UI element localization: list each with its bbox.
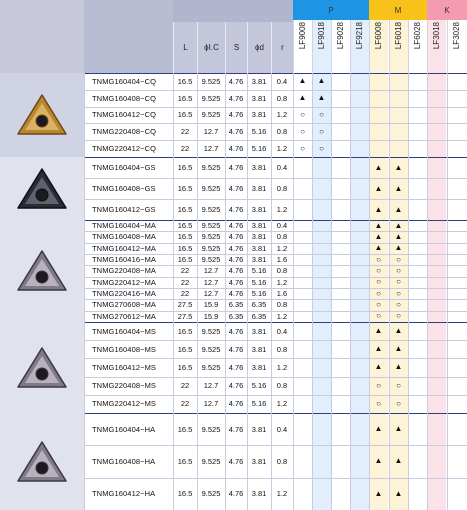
dimension-ic: 12.7 bbox=[203, 277, 219, 287]
dimension-s: 4.76 bbox=[228, 399, 244, 409]
column-divider bbox=[293, 73, 294, 510]
recommended-mark: ▲ bbox=[374, 362, 383, 372]
group-M-header: M bbox=[369, 0, 427, 20]
available-mark: ○ bbox=[396, 254, 401, 264]
dimension-r: 0.8 bbox=[276, 456, 288, 466]
column-divider bbox=[271, 73, 272, 510]
dimension-ic: 9.525 bbox=[201, 424, 221, 434]
dimension-l: 22 bbox=[180, 277, 190, 287]
available-mark: ○ bbox=[376, 311, 381, 321]
dimension-r: 0.4 bbox=[276, 76, 288, 86]
dimension-s: 4.76 bbox=[228, 456, 244, 466]
column-divider bbox=[197, 73, 198, 510]
gold-triangular-insert-icon bbox=[16, 92, 68, 140]
dimension-r: 0.4 bbox=[276, 326, 288, 336]
insert-code: TNMG220412−CQ bbox=[92, 144, 157, 154]
recommended-mark: ▲ bbox=[394, 231, 403, 241]
recommended-mark: ▲ bbox=[394, 220, 403, 230]
recommended-mark: ▲ bbox=[394, 362, 403, 372]
dimension-ic: 9.525 bbox=[201, 344, 221, 354]
table-row bbox=[84, 358, 467, 376]
grey-triangular-insert-icon bbox=[16, 345, 68, 393]
insert-code: TNMG160412−GS bbox=[92, 205, 156, 214]
dimension-d: 3.81 bbox=[251, 110, 267, 120]
dimension-d: 3.81 bbox=[251, 232, 267, 242]
insert-code: TNMG220408−MA bbox=[92, 266, 157, 276]
recommended-mark: ▲ bbox=[298, 76, 307, 86]
dimension-l: 16.5 bbox=[177, 205, 193, 214]
dimension-ic: 12.7 bbox=[203, 266, 219, 276]
row-divider bbox=[84, 107, 467, 108]
recommended-mark: ▲ bbox=[374, 344, 383, 354]
header-L: L bbox=[173, 22, 197, 73]
dimension-r: 0.8 bbox=[276, 381, 288, 391]
row-divider bbox=[84, 265, 467, 266]
dimension-d: 3.81 bbox=[251, 184, 267, 193]
header-ic: ϕI.C bbox=[197, 22, 225, 73]
grade-label: LF6008 bbox=[374, 22, 383, 50]
dimension-s: 4.76 bbox=[228, 127, 244, 137]
available-mark: ○ bbox=[300, 126, 305, 136]
available-mark: ○ bbox=[319, 143, 324, 153]
recommended-mark: ▲ bbox=[374, 424, 383, 434]
dimension-s: 4.76 bbox=[228, 243, 244, 253]
dimension-s: 4.76 bbox=[228, 232, 244, 242]
column-divider bbox=[408, 73, 409, 510]
dimension-l: 16.5 bbox=[177, 424, 193, 434]
dimension-s: 4.76 bbox=[228, 344, 244, 354]
insert-code: TNMG160408−MS bbox=[92, 344, 157, 354]
recommended-mark: ▲ bbox=[317, 76, 326, 86]
available-mark: ○ bbox=[376, 380, 381, 390]
recommended-mark: ▲ bbox=[394, 424, 403, 434]
dimension-d: 3.81 bbox=[251, 362, 267, 372]
available-mark: ○ bbox=[376, 277, 381, 287]
dimension-s: 4.76 bbox=[228, 424, 244, 434]
dimension-r: 1.2 bbox=[276, 110, 288, 120]
recommended-mark: ▲ bbox=[394, 488, 403, 498]
table-row bbox=[84, 123, 467, 140]
table-row bbox=[84, 478, 467, 510]
row-divider bbox=[84, 140, 467, 141]
dimension-s: 4.76 bbox=[228, 362, 244, 372]
column-divider bbox=[447, 73, 448, 510]
recommended-mark: ▲ bbox=[394, 344, 403, 354]
available-mark: ○ bbox=[396, 299, 401, 309]
dimension-ic: 9.525 bbox=[201, 232, 221, 242]
dimension-s: 4.76 bbox=[228, 255, 244, 265]
dimension-ic: 9.525 bbox=[201, 93, 221, 103]
dimension-l: 22 bbox=[180, 289, 190, 299]
row-divider bbox=[84, 123, 467, 124]
table-row bbox=[84, 311, 467, 322]
insert-code: TNMG160408−MA bbox=[92, 232, 157, 242]
group-P-header: P bbox=[293, 0, 369, 20]
recommended-mark: ▲ bbox=[374, 456, 383, 466]
row-divider bbox=[84, 243, 467, 244]
dimension-ic: 9.525 bbox=[201, 205, 221, 214]
dimension-s: 4.76 bbox=[228, 266, 244, 276]
dimension-r: 0.4 bbox=[276, 424, 288, 434]
column-divider bbox=[173, 73, 174, 510]
dimension-r: 0.8 bbox=[276, 232, 288, 242]
dimension-d: 5.16 bbox=[251, 289, 267, 299]
dimension-r: 0.8 bbox=[276, 127, 288, 137]
insert-code: TNMG270608−MA bbox=[92, 300, 157, 310]
available-mark: ○ bbox=[376, 398, 381, 408]
dimension-d: 5.16 bbox=[251, 277, 267, 287]
table-row bbox=[84, 90, 467, 107]
dimension-r: 1.2 bbox=[276, 243, 288, 253]
insert-code: TNMG160408−GS bbox=[92, 184, 156, 193]
available-mark: ○ bbox=[300, 109, 305, 119]
dimension-r: 0.8 bbox=[276, 93, 288, 103]
available-mark: ○ bbox=[396, 398, 401, 408]
grade-header-lf3018 bbox=[427, 22, 446, 72]
available-mark: ○ bbox=[396, 277, 401, 287]
grey-triangular-insert-icon bbox=[16, 248, 68, 296]
dimension-l: 16.5 bbox=[177, 163, 193, 172]
grade-header-lf9028 bbox=[331, 22, 350, 72]
row-divider bbox=[84, 277, 467, 278]
dimension-r: 1.2 bbox=[276, 362, 288, 372]
dimension-s: 6.35 bbox=[228, 300, 244, 310]
dimension-ic: 9.525 bbox=[201, 255, 221, 265]
dimension-d: 3.81 bbox=[251, 163, 267, 172]
recommended-mark: ▲ bbox=[394, 162, 403, 172]
insert-code: TNMG160404−GS bbox=[92, 163, 156, 172]
dimension-d: 3.81 bbox=[251, 221, 267, 231]
dimension-d: 3.81 bbox=[251, 344, 267, 354]
grade-header-lf9218 bbox=[350, 22, 369, 72]
row-divider bbox=[84, 377, 467, 378]
grade-label: LF6018 bbox=[394, 22, 403, 50]
insert-code: TNMG160408−HA bbox=[92, 456, 156, 466]
table-row bbox=[84, 445, 467, 477]
dimension-d: 5.16 bbox=[251, 127, 267, 137]
grade-label: LF9008 bbox=[298, 22, 307, 50]
column-divider bbox=[247, 73, 248, 510]
dimension-d: 5.16 bbox=[251, 399, 267, 409]
dimension-s: 4.76 bbox=[228, 144, 244, 154]
insert-code: TNMG220408−CQ bbox=[92, 127, 157, 137]
recommended-mark: ▲ bbox=[298, 93, 307, 103]
dimension-s: 4.76 bbox=[228, 110, 244, 120]
recommended-mark: ▲ bbox=[374, 243, 383, 253]
insert-code: TNMG160412−MS bbox=[92, 362, 157, 372]
insert-code: TNMG220408−MS bbox=[92, 381, 157, 391]
recommended-mark: ▲ bbox=[374, 162, 383, 172]
table-row bbox=[84, 340, 467, 358]
dimension-d: 3.81 bbox=[251, 424, 267, 434]
dimension-l: 22 bbox=[180, 144, 190, 154]
available-mark: ○ bbox=[319, 126, 324, 136]
insert-code: TNMG160404−CQ bbox=[92, 76, 157, 86]
insert-code: TNMG160412−MA bbox=[92, 243, 157, 253]
grade-label: LF3018 bbox=[432, 22, 441, 50]
dimension-d: 6.35 bbox=[251, 300, 267, 310]
dimension-ic: 12.7 bbox=[203, 144, 219, 154]
dimension-d: 3.81 bbox=[251, 456, 267, 466]
dimension-ic: 9.525 bbox=[201, 76, 221, 86]
dimension-ic: 15.9 bbox=[203, 300, 219, 310]
column-divider bbox=[350, 73, 351, 510]
available-mark: ○ bbox=[376, 265, 381, 275]
row-divider bbox=[84, 254, 467, 255]
row-divider bbox=[84, 231, 467, 232]
available-mark: ○ bbox=[376, 299, 381, 309]
dimension-r: 1.6 bbox=[276, 289, 288, 299]
table-row bbox=[84, 395, 467, 413]
table-row bbox=[84, 178, 467, 199]
header-image-column bbox=[0, 0, 84, 73]
row-divider bbox=[84, 288, 467, 289]
dimension-s: 4.76 bbox=[228, 326, 244, 336]
dimension-ic: 9.525 bbox=[201, 489, 221, 499]
table-row bbox=[84, 413, 467, 445]
dimension-d: 3.81 bbox=[251, 326, 267, 336]
dimension-r: 0.4 bbox=[276, 221, 288, 231]
insert-code: TNMG160416−MA bbox=[92, 255, 157, 265]
dimension-l: 16.5 bbox=[177, 344, 193, 354]
dimension-d: 5.16 bbox=[251, 266, 267, 276]
dimension-d: 3.81 bbox=[251, 243, 267, 253]
dimension-l: 16.5 bbox=[177, 110, 193, 120]
dimension-ic: 12.7 bbox=[203, 399, 219, 409]
recommended-mark: ▲ bbox=[394, 183, 403, 193]
dimension-s: 4.76 bbox=[228, 205, 244, 214]
grade-header-lf3028 bbox=[447, 22, 466, 72]
dimension-ic: 12.7 bbox=[203, 381, 219, 391]
table-row bbox=[84, 299, 467, 310]
available-mark: ○ bbox=[396, 288, 401, 298]
dimension-r: 0.4 bbox=[276, 163, 288, 172]
recommended-mark: ▲ bbox=[374, 326, 383, 336]
dimension-d: 5.16 bbox=[251, 144, 267, 154]
dimension-r: 0.8 bbox=[276, 184, 288, 193]
available-mark: ○ bbox=[319, 109, 324, 119]
dimension-r: 1.2 bbox=[276, 205, 288, 214]
insert-code: TNMG220412−MS bbox=[92, 399, 157, 409]
grade-label: LF9018 bbox=[317, 22, 326, 50]
dimension-d: 3.81 bbox=[251, 76, 267, 86]
dimension-s: 4.76 bbox=[228, 76, 244, 86]
recommended-mark: ▲ bbox=[394, 456, 403, 466]
dimension-s: 4.76 bbox=[228, 93, 244, 103]
dimension-ic: 15.9 bbox=[203, 311, 219, 321]
dimension-l: 22 bbox=[180, 399, 190, 409]
table-row bbox=[84, 322, 467, 340]
black-triangular-insert-icon bbox=[16, 166, 68, 214]
recommended-mark: ▲ bbox=[394, 326, 403, 336]
insert-code: TNMG270612−MA bbox=[92, 311, 157, 321]
grade-header-lf6018 bbox=[389, 22, 408, 72]
dimension-ic: 9.525 bbox=[201, 110, 221, 120]
table-row bbox=[84, 277, 467, 288]
recommended-mark: ▲ bbox=[374, 231, 383, 241]
dimension-l: 16.5 bbox=[177, 362, 193, 372]
dimension-ic: 9.525 bbox=[201, 326, 221, 336]
recommended-mark: ▲ bbox=[374, 488, 383, 498]
recommended-mark: ▲ bbox=[394, 204, 403, 214]
insert-code: TNMG160408−CQ bbox=[92, 93, 157, 103]
dimension-ic: 12.7 bbox=[203, 289, 219, 299]
dimension-r: 1.6 bbox=[276, 255, 288, 265]
table-row bbox=[84, 220, 467, 231]
dimension-d: 3.81 bbox=[251, 205, 267, 214]
header-r: r bbox=[271, 22, 293, 73]
table-row bbox=[84, 288, 467, 299]
grade-label: LF3028 bbox=[452, 22, 461, 50]
dimension-l: 22 bbox=[180, 266, 190, 276]
row-divider bbox=[84, 445, 467, 446]
row-divider bbox=[84, 478, 467, 479]
table-row bbox=[84, 243, 467, 254]
available-mark: ○ bbox=[396, 265, 401, 275]
dimension-ic: 9.525 bbox=[201, 362, 221, 372]
row-divider bbox=[84, 340, 467, 341]
recommended-mark: ▲ bbox=[317, 93, 326, 103]
grade-label: LF9218 bbox=[355, 22, 364, 50]
dimension-l: 27.5 bbox=[177, 311, 193, 321]
row-divider bbox=[84, 395, 467, 396]
dimension-l: 22 bbox=[180, 381, 190, 391]
dimension-l: 16.5 bbox=[177, 456, 193, 466]
dimension-l: 16.5 bbox=[177, 489, 193, 499]
dimension-l: 27.5 bbox=[177, 300, 193, 310]
insert-code: TNMG220412−MA bbox=[92, 277, 157, 287]
table-row bbox=[84, 199, 467, 220]
dimension-d: 5.16 bbox=[251, 381, 267, 391]
column-divider bbox=[84, 73, 85, 510]
available-mark: ○ bbox=[396, 380, 401, 390]
dimension-r: 1.2 bbox=[276, 399, 288, 409]
header-code-column bbox=[84, 0, 173, 73]
table-row bbox=[84, 377, 467, 395]
grade-header-lf6028 bbox=[408, 22, 427, 72]
dimension-ic: 9.525 bbox=[201, 221, 221, 231]
dimension-ic: 9.525 bbox=[201, 243, 221, 253]
table-row bbox=[84, 231, 467, 242]
dimension-r: 1.2 bbox=[276, 277, 288, 287]
dimension-ic: 9.525 bbox=[201, 163, 221, 172]
dimension-s: 4.76 bbox=[228, 289, 244, 299]
insert-code: TNMG160412−HA bbox=[92, 489, 156, 499]
dimension-ic: 9.525 bbox=[201, 456, 221, 466]
dimension-d: 3.81 bbox=[251, 93, 267, 103]
dimension-s: 4.76 bbox=[228, 163, 244, 172]
grey-triangular-insert-icon bbox=[16, 439, 68, 487]
dimension-s: 4.76 bbox=[228, 489, 244, 499]
row-divider bbox=[84, 90, 467, 91]
dimension-l: 16.5 bbox=[177, 243, 193, 253]
table-row bbox=[84, 140, 467, 157]
dimension-l: 16.5 bbox=[177, 93, 193, 103]
dimension-l: 16.5 bbox=[177, 232, 193, 242]
available-mark: ○ bbox=[396, 311, 401, 321]
grade-label: LF6028 bbox=[413, 22, 422, 50]
insert-code: TNMG160404−MS bbox=[92, 326, 157, 336]
dimension-r: 1.2 bbox=[276, 144, 288, 154]
available-mark: ○ bbox=[376, 254, 381, 264]
dimension-s: 4.76 bbox=[228, 277, 244, 287]
dimension-r: 0.8 bbox=[276, 344, 288, 354]
dimension-s: 4.76 bbox=[228, 381, 244, 391]
recommended-mark: ▲ bbox=[374, 183, 383, 193]
recommended-mark: ▲ bbox=[374, 220, 383, 230]
dimension-s: 4.76 bbox=[228, 221, 244, 231]
table-row bbox=[84, 254, 467, 265]
header-s: S bbox=[225, 22, 247, 73]
dimension-r: 0.8 bbox=[276, 300, 288, 310]
dimension-l: 22 bbox=[180, 127, 190, 137]
insert-code: TNMG160404−HA bbox=[92, 424, 156, 434]
grade-header-lf9018 bbox=[312, 22, 331, 72]
available-mark: ○ bbox=[300, 143, 305, 153]
insert-code: TNMG220416−MA bbox=[92, 289, 157, 299]
row-divider bbox=[84, 311, 467, 312]
row-divider bbox=[84, 358, 467, 359]
dimension-s: 6.35 bbox=[228, 311, 244, 321]
row-divider bbox=[84, 199, 467, 200]
table-row bbox=[84, 265, 467, 276]
column-divider bbox=[312, 73, 313, 510]
available-mark: ○ bbox=[376, 288, 381, 298]
dimension-l: 16.5 bbox=[177, 326, 193, 336]
insert-code: TNMG160404−MA bbox=[92, 221, 157, 231]
dimension-d: 6.35 bbox=[251, 311, 267, 321]
grade-header-lf6008 bbox=[369, 22, 388, 72]
row-divider bbox=[84, 299, 467, 300]
table-row bbox=[84, 157, 467, 178]
dimension-l: 16.5 bbox=[177, 255, 193, 265]
row-divider bbox=[84, 178, 467, 179]
column-divider bbox=[369, 73, 370, 510]
column-divider bbox=[389, 73, 390, 510]
column-divider bbox=[331, 73, 332, 510]
dimension-r: 1.2 bbox=[276, 311, 288, 321]
dimension-d: 3.81 bbox=[251, 489, 267, 499]
insert-code: TNMG160412−CQ bbox=[92, 110, 157, 120]
header-d: ϕd bbox=[247, 22, 271, 73]
grade-header-lf9008 bbox=[293, 22, 312, 72]
grade-label: LF9028 bbox=[336, 22, 345, 50]
group-K-header: K bbox=[427, 0, 467, 20]
dimension-r: 0.8 bbox=[276, 266, 288, 276]
dimension-s: 4.76 bbox=[228, 184, 244, 193]
dimension-l: 16.5 bbox=[177, 221, 193, 231]
table-row bbox=[84, 73, 467, 90]
dimension-d: 3.81 bbox=[251, 255, 267, 265]
dimension-r: 1.2 bbox=[276, 489, 288, 499]
dimension-ic: 12.7 bbox=[203, 127, 219, 137]
dimension-ic: 9.525 bbox=[201, 184, 221, 193]
table-row bbox=[84, 107, 467, 124]
dimension-l: 16.5 bbox=[177, 76, 193, 86]
header-dimension-band bbox=[173, 0, 293, 22]
column-divider bbox=[427, 73, 428, 510]
column-divider bbox=[225, 73, 226, 510]
recommended-mark: ▲ bbox=[374, 204, 383, 214]
dimension-l: 16.5 bbox=[177, 184, 193, 193]
recommended-mark: ▲ bbox=[394, 243, 403, 253]
